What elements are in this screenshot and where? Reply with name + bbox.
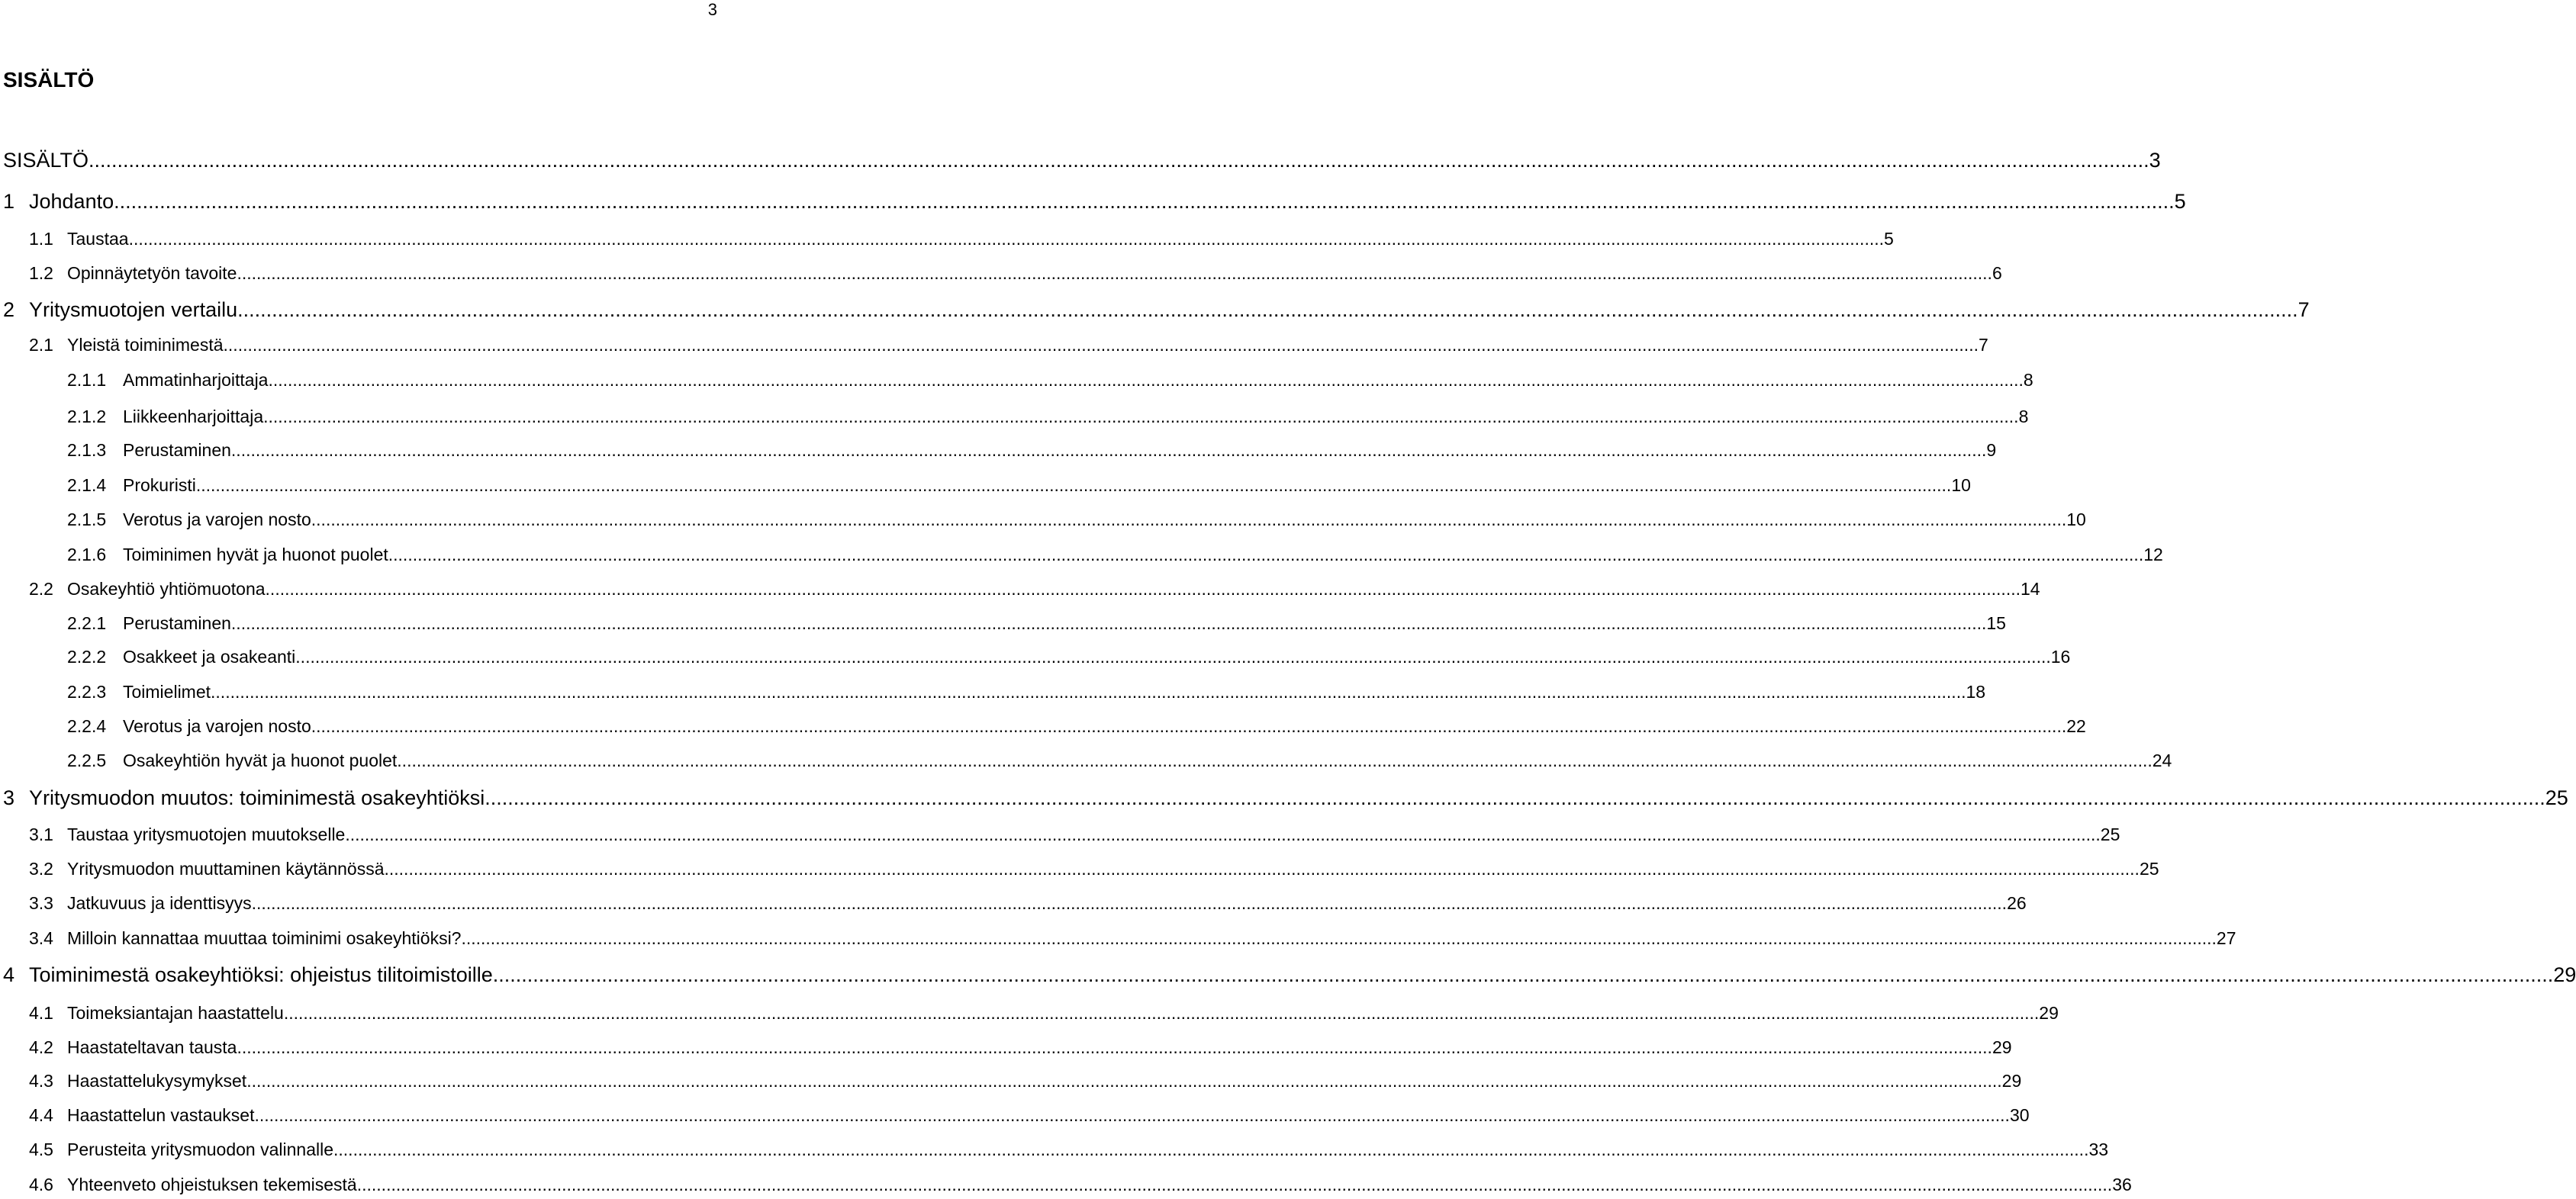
toc-entry-title: Perusteita yritysmuodon valinnalle bbox=[67, 1140, 334, 1159]
toc-entry-page: 6 bbox=[1992, 263, 2002, 283]
toc-entry-title: Yritysmuodon muutos: toiminimestä osakeyhtiöksi bbox=[29, 786, 485, 809]
toc-entry-leader: ........................................................................................................................................................................................................................................................................................................................................................................ bbox=[397, 751, 2153, 770]
toc-entry-number: 3 bbox=[3, 786, 15, 809]
toc-entry-number: 2.2.1 bbox=[67, 613, 107, 633]
toc-entry-leader: ........................................................................................................................................................................................................................................................................................................................................................................ bbox=[384, 859, 2140, 879]
toc-entry-number: 2.2.3 bbox=[67, 682, 107, 702]
toc-entry-leader: ........................................................................................................................................................................................................................................................................................................................................................................ bbox=[268, 370, 2024, 390]
toc-entry-title: Taustaa yritysmuotojen muutokselle bbox=[67, 825, 346, 844]
toc-entry[interactable] bbox=[29, 925, 2236, 951]
toc-entry-leader: ........................................................................................................................................................................................................................................................................................................................................................................ bbox=[251, 893, 2008, 913]
toc-entry-leader: ........................................................................................................................................................................................................................................................................................................................................................................ bbox=[283, 1003, 2040, 1023]
toc-entry-leader: ........................................................................................................................................................................................................................................................................................................................................................................ bbox=[388, 545, 2144, 564]
toc-entry-leader: ........................................................................................................................................................................................................................................................................................................................................................................ bbox=[254, 1105, 2010, 1125]
toc-entry-page: 5 bbox=[2174, 190, 2186, 213]
toc-entry[interactable] bbox=[3, 783, 2568, 813]
toc-entry-title: Opinnäytetyön tavoite bbox=[67, 263, 237, 283]
toc-entry-title: Taustaa bbox=[67, 229, 129, 249]
toc-entry-title: Milloin kannattaa muuttaa toiminimi osakeyhtiöksi? bbox=[67, 928, 462, 948]
toc-entry[interactable] bbox=[29, 1136, 2109, 1162]
toc-entry-leader: ........................................................................................................................................................................................................................................................................................................................................................................ bbox=[311, 509, 2067, 529]
toc-entry-number: 2 bbox=[3, 298, 15, 321]
toc-entry[interactable] bbox=[3, 186, 2186, 217]
toc-entry-title: Jatkuvuus ja identtisyys bbox=[67, 893, 252, 913]
toc-entry-page: 36 bbox=[2112, 1175, 2132, 1194]
toc-entry-page: 25 bbox=[2139, 859, 2159, 879]
toc-entry[interactable] bbox=[67, 367, 2033, 393]
toc-entry-title: Haastateltavan tausta bbox=[67, 1037, 237, 1057]
toc-entry-page: 7 bbox=[1978, 335, 1988, 355]
toc-entry-page: 29 bbox=[2001, 1071, 2022, 1091]
toc-entry-number: 2.1.2 bbox=[67, 407, 107, 426]
toc-entry[interactable] bbox=[67, 713, 2086, 739]
toc-entry-title: Yleistä toiminimestä bbox=[67, 335, 224, 355]
toc-entry-page: 25 bbox=[2100, 825, 2120, 844]
toc-entry[interactable] bbox=[29, 332, 1988, 358]
toc-entry-title: Toimeksiantajan haastattelu bbox=[67, 1003, 284, 1023]
toc-entry-page: 29 bbox=[1992, 1037, 2012, 1057]
toc-entry-number: 4.5 bbox=[29, 1140, 53, 1159]
toc-entry-leader: ........................................................................................................................................................................................................................................................................................................................................................................ bbox=[211, 682, 1966, 702]
toc-entry-title: Yritysmuodon muuttaminen käytännössä bbox=[67, 859, 385, 879]
toc-entry[interactable] bbox=[67, 542, 2163, 567]
toc-entry[interactable] bbox=[29, 576, 2040, 602]
toc-entry[interactable] bbox=[3, 294, 2310, 325]
toc-entry[interactable] bbox=[29, 856, 2159, 882]
toc-entry-title: Toiminimestä osakeyhtiöksi: ohjeistus tilitoimistoille bbox=[29, 963, 493, 986]
toc-entry-leader: ........................................................................................................................................................................................................................................................................................................................................................................ bbox=[237, 298, 2298, 321]
toc-entry-number: 1.1 bbox=[29, 229, 53, 249]
toc-entry-leader: ........................................................................................................................................................................................................................................................................................................................................................................ bbox=[333, 1140, 2089, 1159]
toc-entry-number: 1 bbox=[3, 190, 15, 213]
toc-entry[interactable] bbox=[67, 644, 2071, 670]
toc-entry-number: 1.2 bbox=[29, 263, 53, 283]
toc-entry[interactable] bbox=[29, 226, 1894, 252]
page-number: 3 bbox=[707, 0, 717, 19]
toc-entry-title: Toiminimen hyvät ja huonot puolet bbox=[123, 545, 388, 564]
toc-entry-title: Yhteenveto ohjeistuksen tekemisestä bbox=[67, 1175, 357, 1194]
toc-entry-title: Perustaminen bbox=[123, 440, 231, 460]
toc-entry-number: 2.2 bbox=[29, 579, 53, 599]
toc-entry-page: 18 bbox=[1966, 682, 1986, 702]
toc-entry-leader: ........................................................................................................................................................................................................................................................................................................................................................................ bbox=[237, 263, 1992, 283]
toc-entry-number: 2.2.5 bbox=[67, 751, 107, 770]
toc-entry[interactable] bbox=[3, 960, 2576, 990]
toc-entry-title: Verotus ja varojen nosto bbox=[123, 716, 311, 736]
toc-entry-page: 29 bbox=[2039, 1003, 2059, 1023]
toc-entry-page: 7 bbox=[2297, 298, 2310, 321]
toc-entry-number: 3.4 bbox=[29, 928, 53, 948]
toc-entry[interactable] bbox=[67, 403, 2029, 429]
toc-entry-number: 4.1 bbox=[29, 1003, 53, 1023]
toc-entry-title: Perustaminen bbox=[123, 613, 231, 633]
toc-entry[interactable] bbox=[67, 437, 1997, 463]
toc-entry-page: 12 bbox=[2143, 545, 2163, 564]
toc-entry-page: 10 bbox=[1951, 475, 1971, 495]
toc-entry-page: 26 bbox=[2007, 893, 2027, 913]
toc-entry-number: 2.1.1 bbox=[67, 370, 107, 390]
toc-entry[interactable] bbox=[67, 679, 1986, 705]
toc-entry-title: Yritysmuotojen vertailu bbox=[29, 298, 238, 321]
toc-entry-number: 2.1.3 bbox=[67, 440, 107, 460]
toc-entry[interactable] bbox=[67, 747, 2172, 773]
toc-entry-leader: ........................................................................................................................................................................................................................................................................................................................................................................ bbox=[223, 335, 1979, 355]
toc-entry-number: 2.2.2 bbox=[67, 647, 107, 667]
toc-entry-number: 4.6 bbox=[29, 1175, 53, 1194]
toc-entry-title: Liikkeenharjoittaja bbox=[123, 407, 264, 426]
toc-entry-number: 2.1.6 bbox=[67, 545, 107, 564]
toc-entry-number: 3.2 bbox=[29, 859, 53, 879]
toc-entry[interactable] bbox=[67, 472, 1971, 498]
toc-entry-page: 29 bbox=[2553, 963, 2576, 986]
toc-entry-page: 24 bbox=[2152, 751, 2172, 770]
toc-entry-title: Prokuristi bbox=[123, 475, 196, 495]
toc-entry-leader: ........................................................................................................................................................................................................................................................................................................................................................................ bbox=[311, 716, 2067, 736]
toc-entry-number: 4.3 bbox=[29, 1071, 53, 1091]
toc-entry-number: 4.4 bbox=[29, 1105, 53, 1125]
toc-entry-page: 25 bbox=[2545, 786, 2568, 809]
toc-entry-leader: ........................................................................................................................................................................................................................................................................................................................................................................ bbox=[230, 613, 1987, 633]
toc-entry-page: 3 bbox=[2149, 149, 2161, 172]
toc-entry-title: Osakeyhtiön hyvät ja huonot puolet bbox=[123, 751, 398, 770]
toc-entry-leader: ........................................................................................................................................................................................................................................................................................................................................................................ bbox=[230, 440, 1987, 460]
toc-entry-number: 2.1.5 bbox=[67, 509, 107, 529]
toc-entry-title: Toimielimet bbox=[123, 682, 211, 702]
toc-entry-title: Haastattelukysymykset bbox=[67, 1071, 247, 1091]
toc-entry-number: 2.2.4 bbox=[67, 716, 107, 736]
toc-entry-number: 2.1.4 bbox=[67, 475, 107, 495]
toc-entry-number: 3.1 bbox=[29, 825, 53, 844]
toc-entry-page: 33 bbox=[2088, 1140, 2109, 1159]
toc-entry-leader: ........................................................................................................................................................................................................................................................................................................................................................................ bbox=[345, 825, 2101, 844]
toc-entry[interactable] bbox=[29, 1172, 2132, 1197]
toc-entry-page: 8 bbox=[2023, 370, 2033, 390]
toc-entry-leader: ........................................................................................................................................................................................................................................................................................................................................................................ bbox=[492, 963, 2554, 986]
toc-entry-page: 14 bbox=[2021, 579, 2040, 599]
toc-entry-leader: ........................................................................................................................................................................................................................................................................................................................................................................ bbox=[128, 229, 1885, 249]
page-title: SISÄLTÖ bbox=[3, 68, 95, 92]
toc-entry[interactable] bbox=[29, 1068, 2022, 1094]
toc-entry-number: 2.1 bbox=[29, 335, 53, 355]
toc-entry-leader: ........................................................................................................................................................................................................................................................................................................................................................................ bbox=[356, 1175, 2113, 1194]
toc-entry-title: Verotus ja varojen nosto bbox=[123, 509, 311, 529]
toc-entry-leader: ........................................................................................................................................................................................................................................................................................................................................................................ bbox=[461, 928, 2217, 948]
toc-entry-page: 10 bbox=[2066, 509, 2086, 529]
toc-entry-title: Ammatinharjoittaja bbox=[123, 370, 269, 390]
toc-entry-number: 3.3 bbox=[29, 893, 53, 913]
toc-entry-page: 27 bbox=[2216, 928, 2236, 948]
toc-entry-leader: ........................................................................................................................................................................................................................................................................................................................................................................ bbox=[237, 1037, 1992, 1057]
toc-entry-page: 9 bbox=[1986, 440, 1997, 460]
toc-entry-leader: ........................................................................................................................................................................................................................................................................................................................................................................ bbox=[246, 1071, 2002, 1091]
toc-entry-leader: ........................................................................................................................................................................................................................................................................................................................................................................ bbox=[89, 149, 2149, 172]
toc-entry-page: 30 bbox=[2009, 1105, 2030, 1125]
toc-entry[interactable] bbox=[67, 506, 2086, 532]
toc-entry-title: Johdanto bbox=[29, 190, 114, 213]
toc-entry[interactable] bbox=[29, 1000, 2059, 1026]
toc-entry-number: 4 bbox=[3, 963, 15, 986]
toc-entry-leader: ........................................................................................................................................................................................................................................................................................................................................................................ bbox=[114, 190, 2175, 213]
toc-entry[interactable] bbox=[29, 1102, 2030, 1128]
toc-entry[interactable] bbox=[29, 821, 2120, 847]
toc-entry-leader: ........................................................................................................................................................................................................................................................................................................................................................................ bbox=[485, 786, 2545, 809]
toc-entry-leader: ........................................................................................................................................................................................................................................................................................................................................................................ bbox=[265, 579, 2021, 599]
toc-entry[interactable] bbox=[3, 145, 2161, 175]
toc-entry-leader: ........................................................................................................................................................................................................................................................................................................................................................................ bbox=[263, 407, 2019, 426]
toc-entry-page: 16 bbox=[2050, 647, 2071, 667]
toc-entry-page: 8 bbox=[2018, 407, 2029, 426]
toc-entry[interactable] bbox=[29, 890, 2027, 916]
toc-entry-title: SISÄLTÖ bbox=[3, 149, 89, 172]
toc-entry-title: Haastattelun vastaukset bbox=[67, 1105, 255, 1125]
toc-entry-title: Osakkeet ja osakeanti bbox=[123, 647, 296, 667]
toc-entry[interactable] bbox=[29, 260, 2002, 286]
toc-entry-title: Osakeyhtiö yhtiömuotona bbox=[67, 579, 266, 599]
toc-entry-leader: ........................................................................................................................................................................................................................................................................................................................................................................ bbox=[295, 647, 2051, 667]
toc-entry-page: 22 bbox=[2066, 716, 2086, 736]
toc-entry-page: 5 bbox=[1884, 229, 1894, 249]
toc-entry[interactable] bbox=[67, 610, 2006, 636]
toc-entry-page: 15 bbox=[1986, 613, 2006, 633]
toc-entry-number: 4.2 bbox=[29, 1037, 53, 1057]
toc-entry-leader: ........................................................................................................................................................................................................................................................................................................................................................................ bbox=[195, 475, 1952, 495]
toc-entry[interactable] bbox=[29, 1034, 2012, 1060]
